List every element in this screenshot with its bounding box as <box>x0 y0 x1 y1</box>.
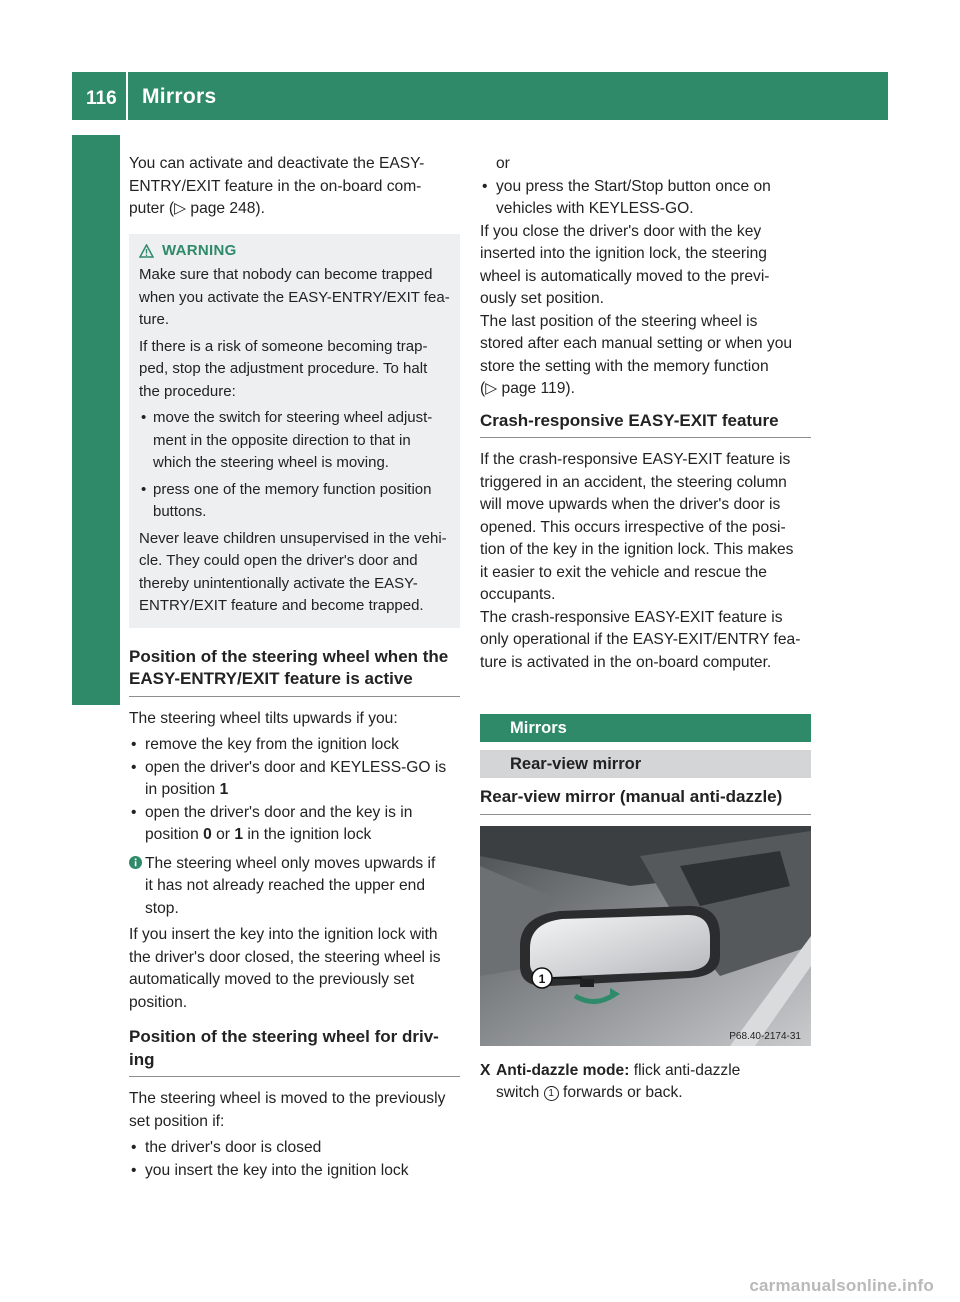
section-title: Mirrors <box>142 85 217 108</box>
driving-conditions-list <box>129 1137 460 1182</box>
list-item: • open the driver's door and the key is in position 0 or 1 in the ignition lock <box>129 802 460 847</box>
step-marker: X <box>480 1061 491 1079</box>
svg-text:1: 1 <box>538 971 546 986</box>
warning-paragraph-3: Never leave children unsupervised in the vehi- cle. They could open the driver's door and thereby unintentionally activate the EASY- ENTRY/EXIT feature and become trapped. <box>139 529 447 614</box>
list-item: • the driver's door is closed <box>129 1137 460 1160</box>
section-band-rear-view-mirror: Rear-view mirror <box>480 750 811 778</box>
callout-number: 1 <box>544 1086 559 1101</box>
paragraph: If you close the driver's door with the key inserted into the ignition lock, the steering wheel is automatically moved to the previ- ously set position. <box>480 222 770 307</box>
warning-title: WARNING <box>139 240 450 263</box>
intro-paragraph: You can activate and deactivate the EASY- ENTRY/EXIT feature in the on-board com- puter (▷ page 248). <box>129 155 425 217</box>
paragraph: The crash-responsive EASY-EXIT feature is only operational if the EASY-EXIT/ENTRY fea- ture is activated in the on-board computer. <box>480 608 801 671</box>
paragraph: The steering wheel tilts upwards if you: <box>129 709 398 727</box>
paragraph: The steering wheel is moved to the previously set position if: <box>129 1090 446 1130</box>
info-note: The steering wheel only moves upwards if it has not already reached the upper end stop. <box>129 853 460 921</box>
right-column <box>480 153 811 1105</box>
warning-box <box>129 234 460 628</box>
paragraph: If the crash-responsive EASY-EXIT feature is triggered in an accident, the steering column will move upwards when the driver's door is opened. This occurs irrespective of the posi- tion of the key in the ignition lock. This makes it easier to exit the vehicle and rescue the occupants. <box>480 451 794 603</box>
warning-triangle-icon <box>139 244 154 258</box>
page-header <box>72 72 888 120</box>
watermark: carmanualsonline.info <box>749 1276 934 1295</box>
warning-list <box>139 407 450 524</box>
tilt-conditions-list <box>129 734 460 847</box>
warning-paragraph-2: If there is a risk of someone becoming trap- ped, stop the adjustment procedure. To halt the procedure: <box>139 337 428 400</box>
list-item: • you insert the key into the ignition lock <box>129 1160 460 1183</box>
heading-steering-easy-entry: Position of the steering wheel when the EASY-ENTRY/EXIT feature is active <box>129 646 460 697</box>
heading-rear-view-manual: Rear-view mirror (manual anti-dazzle) <box>480 786 811 815</box>
list-item: • move the switch for steering wheel adjust- ment in the opposite direction to that in which the steering wheel is moving. <box>139 407 450 475</box>
svg-text:P68.40-2174-31: P68.40-2174-31 <box>729 1030 801 1042</box>
anti-dazzle-step: X Anti-dazzle mode: flick anti-dazzle switch 1 forwards or back. <box>480 1061 741 1101</box>
heading-steering-driving: Position of the steering wheel for driv- ing <box>129 1026 460 1077</box>
chapter-side-title: Seats, steering wheel and mirrors <box>86 355 109 698</box>
header-divider <box>126 72 128 120</box>
list-item: • remove the key from the ignition lock <box>129 734 460 757</box>
page-number: 116 <box>86 88 117 109</box>
rear-view-mirror-illustration <box>480 826 811 1046</box>
paragraph: or <box>496 155 510 172</box>
info-icon <box>129 856 142 869</box>
warning-paragraph-1: Make sure that nobody can become trapped when you activate the EASY-ENTRY/EXIT fea- ture. <box>139 266 450 328</box>
list-item: • open the driver's door and KEYLESS-GO is in position 1 <box>129 757 460 802</box>
left-column <box>129 153 460 1182</box>
rear-view-mirror-figure <box>480 826 811 1046</box>
paragraph: The last position of the steering wheel is stored after each manual setting or when you store the setting with the memory function (▷ page 119). <box>480 312 793 397</box>
list-item: • you press the Start/Stop button once on vehicles with KEYLESS-GO. <box>480 176 811 221</box>
section-band-mirrors: Mirrors <box>480 714 811 742</box>
startstop-list <box>480 176 811 221</box>
heading-crash-responsive: Crash-responsive EASY-EXIT feature <box>480 410 811 439</box>
paragraph: If you insert the key into the ignition lock with the driver's door closed, the steering wheel is automatically moved to the previously set position. <box>129 926 441 1011</box>
list-item: • press one of the memory function position buttons. <box>139 479 450 524</box>
